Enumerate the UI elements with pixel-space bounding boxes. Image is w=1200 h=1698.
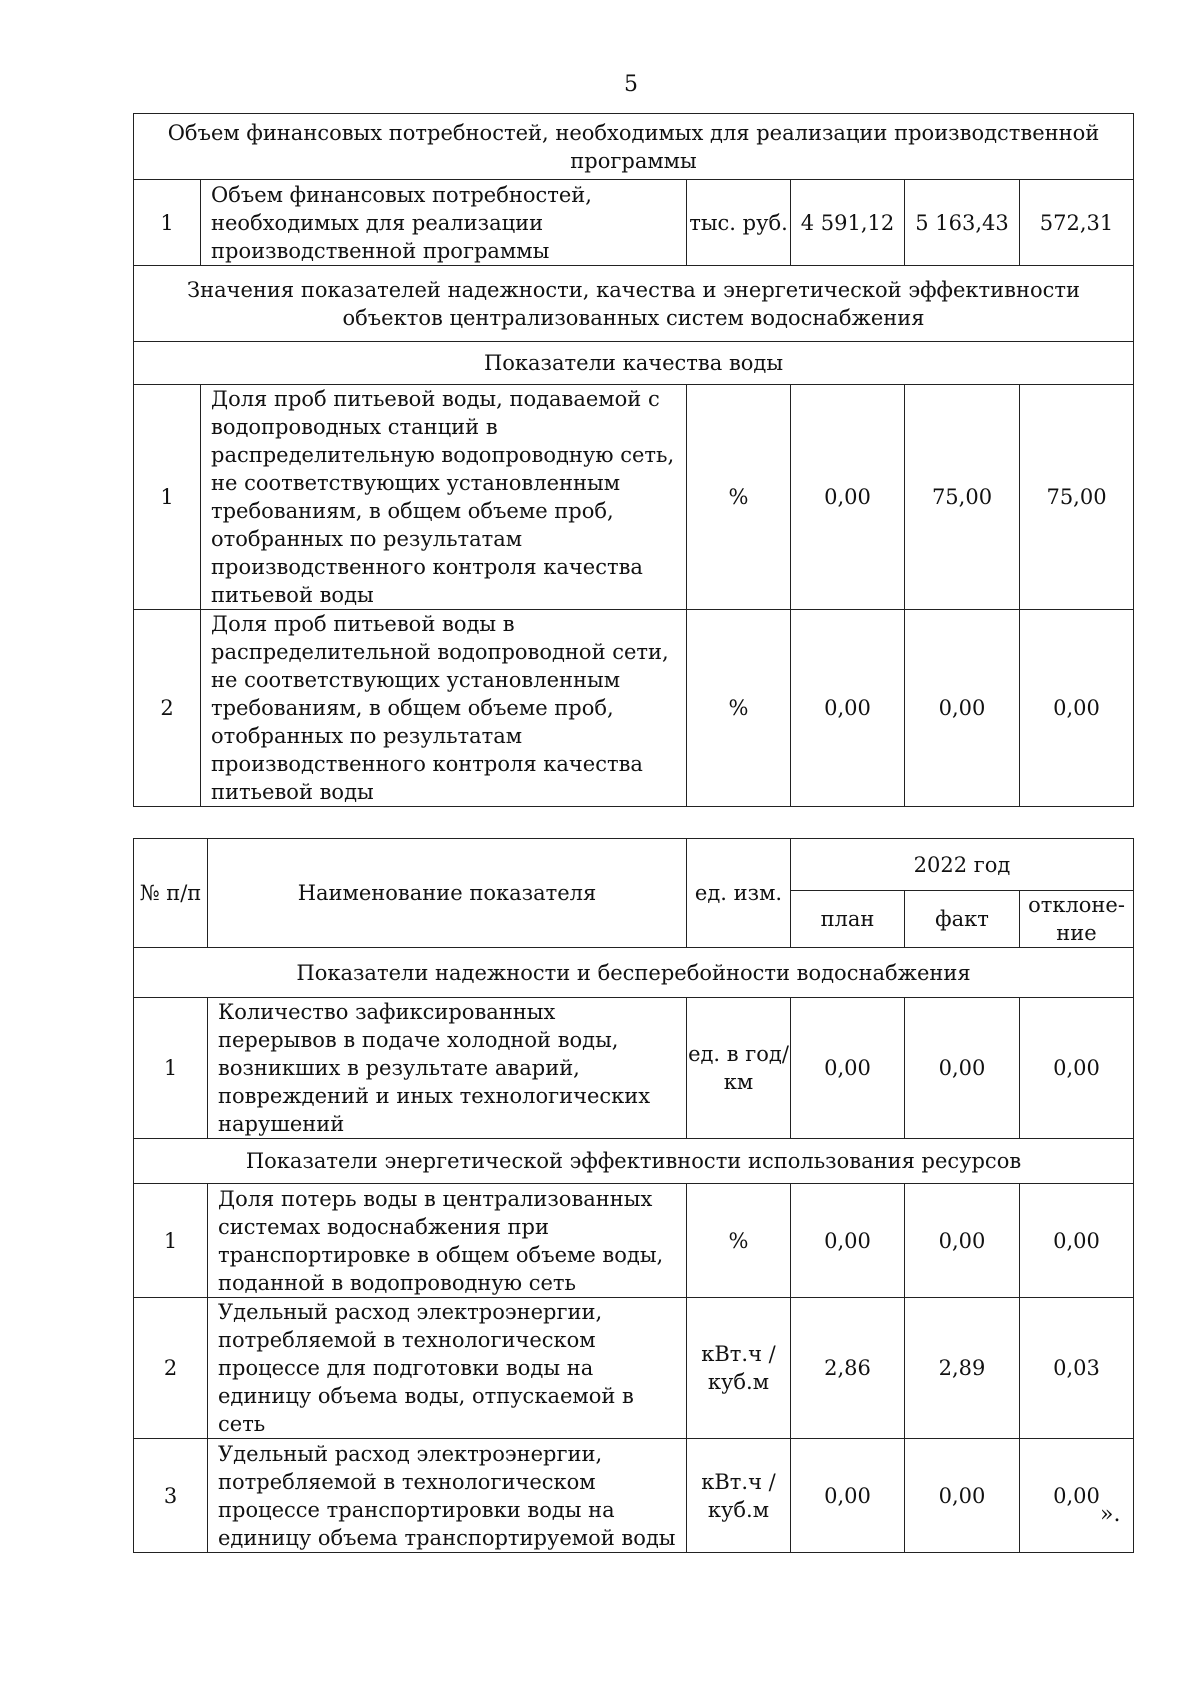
deviation-value: 0,00 [1020, 1439, 1134, 1553]
plan-value: 2,86 [791, 1298, 905, 1439]
quality-section-header: Показатели качества воды [134, 342, 1134, 385]
energy-section-header: Показатели энергетической эффективности использования ресурсов [134, 1139, 1134, 1184]
financial-section-header: Объем финансовых потребностей, необходимых для реализации производственной программы [134, 114, 1134, 180]
column-header-name: Наименование показателя [208, 839, 687, 948]
indicator-name: Доля потерь воды в централизованных системах водоснабжения при транспортировке в общем объеме воды, поданной в водопроводную сеть [208, 1184, 687, 1298]
fact-value: 5 163,43 [905, 180, 1020, 266]
row-number: 2 [134, 1298, 208, 1439]
fact-value: 0,00 [905, 1439, 1020, 1553]
row-number: 1 [134, 1184, 208, 1298]
fact-value: 0,00 [905, 998, 1020, 1139]
row-number: 3 [134, 1439, 208, 1553]
indicator-name: Доля проб питьевой воды в распределительной водопроводной сети, не соответствующих установленным требованиям, в общем объеме проб, отобранных по результатам производственного контроля качества питьевой воды [201, 610, 687, 807]
column-header-fact: факт [905, 891, 1020, 948]
unit: кВт.ч / куб.м [687, 1298, 791, 1439]
section-row [134, 114, 1134, 180]
row-number: 2 [134, 610, 201, 807]
plan-value: 0,00 [791, 385, 905, 610]
table-row [134, 998, 1134, 1139]
table-row [134, 610, 1134, 807]
page-number: 5 [624, 72, 638, 97]
fact-value: 0,00 [905, 1184, 1020, 1298]
section-row [134, 948, 1134, 998]
fact-value: 2,89 [905, 1298, 1020, 1439]
plan-value: 0,00 [791, 610, 905, 807]
row-number: 1 [134, 998, 208, 1139]
table-row [134, 1298, 1134, 1439]
section-row [134, 342, 1134, 385]
unit: ед. в год/ км [687, 998, 791, 1139]
plan-value: 0,00 [791, 1184, 905, 1298]
plan-value: 0,00 [791, 1439, 905, 1553]
plan-value: 0,00 [791, 998, 905, 1139]
deviation-value: 0,00 [1020, 998, 1134, 1139]
unit: кВт.ч / куб.м [687, 1439, 791, 1553]
column-header-plan: план [791, 891, 905, 948]
fact-value: 75,00 [905, 385, 1020, 610]
row-number: 1 [134, 180, 201, 266]
header-row [134, 839, 1134, 891]
indicators-table-2 [133, 838, 1134, 1553]
indicators-table-1 [133, 113, 1134, 807]
row-number: 1 [134, 385, 201, 610]
unit: тыс. руб. [687, 180, 791, 266]
deviation-value: 0,03 [1020, 1298, 1134, 1439]
deviation-value: 0,00 [1020, 1184, 1134, 1298]
table-row [134, 1439, 1134, 1553]
indicator-name: Количество зафиксированных перерывов в подаче холодной воды, возникших в результате аварий, повреждений и иных технологических нарушений [208, 998, 687, 1139]
indicator-name: Объем финансовых потребностей, необходимых для реализации производственной программы [201, 180, 687, 266]
column-header-unit: ед. изм. [687, 839, 791, 948]
unit: % [687, 610, 791, 807]
plan-value: 4 591,12 [791, 180, 905, 266]
section-row [134, 266, 1134, 342]
table-row [134, 180, 1134, 266]
column-header-year: 2022 год [791, 839, 1134, 891]
indicator-name: Удельный расход электроэнергии, потребляемой в технологическом процессе для подготовки воды на единицу объема воды, отпускаемой в сеть [208, 1298, 687, 1439]
reliability-section-header: Значения показателей надежности, качества и энергетической эффективности объектов централизованных систем водоснабжения [134, 266, 1134, 342]
indicator-name: Доля проб питьевой воды, подаваемой с водопроводных станций в распределительную водопроводную сеть, не соответствующих установленным требованиям, в общем объеме проб, отобранных по результатам производственного контроля качества питьевой воды [201, 385, 687, 610]
indicator-name: Удельный расход электроэнергии, потребляемой в технологическом процессе транспортировки воды на единицу объема транспортируемой воды [208, 1439, 687, 1553]
closing-quote-mark: ». [1100, 1502, 1121, 1527]
deviation-value: 0,00 [1020, 610, 1134, 807]
unit: % [687, 385, 791, 610]
fact-value: 0,00 [905, 610, 1020, 807]
deviation-value: 75,00 [1020, 385, 1134, 610]
table-row [134, 385, 1134, 610]
section-row [134, 1139, 1134, 1184]
deviation-value: 572,31 [1020, 180, 1134, 266]
unit: % [687, 1184, 791, 1298]
reliability-section-header: Показатели надежности и бесперебойности водоснабжения [134, 948, 1134, 998]
column-header-number: № п/п [134, 839, 208, 948]
column-header-deviation: отклоне-ние [1020, 891, 1134, 948]
table-row [134, 1184, 1134, 1298]
